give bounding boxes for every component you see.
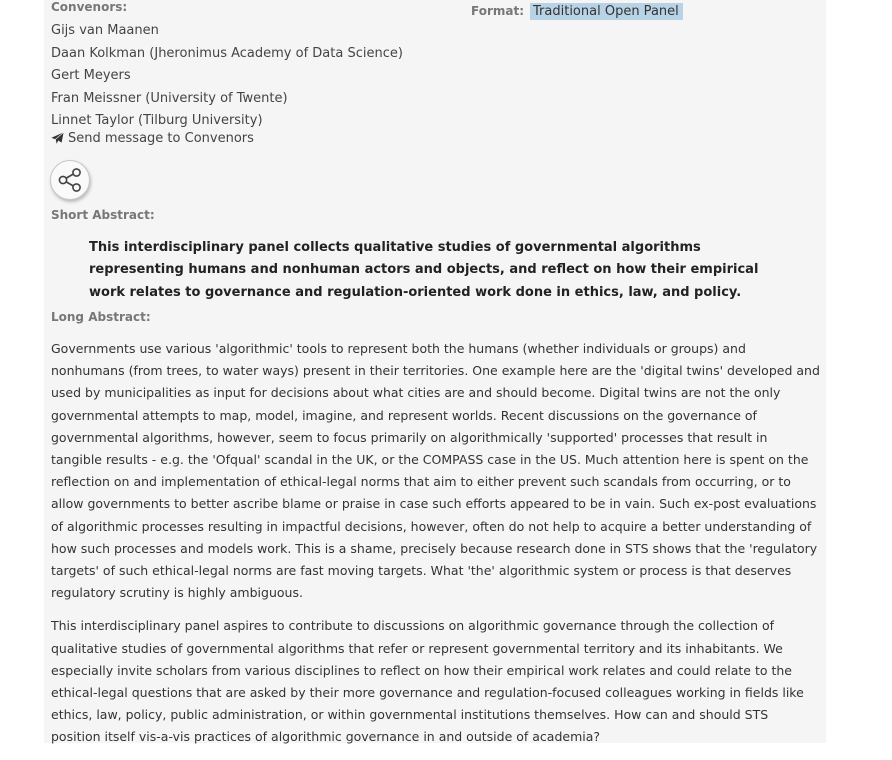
short-abstract-text: This interdisciplinary panel collects qualitative studies of governmental algorithms representing humans and nonhuman actors and objects, and reflect on how their empirical work relates to governance and regulation-oriented work done in ethics, law, and policy.	[89, 240, 759, 300]
convenor-list	[51, 20, 403, 133]
convenor-item: Daan Kolkman (Jheronimus Academy of Data Science)	[51, 45, 403, 61]
convenor-item: Fran Meissner (University of Twente)	[51, 90, 288, 106]
convenors-label: Convenors:	[51, 0, 128, 14]
short-abstract-label: Short Abstract:	[51, 208, 155, 222]
long-abstract-label: Long Abstract:	[51, 310, 151, 324]
format-value: Traditional Open Panel	[530, 3, 683, 20]
long-abstract-paragraph: This interdisciplinary panel aspires to contribute to discussions on algorithmic governance through the collection of qualitative studies of governmental algorithms that refer or represent governmental territory and its inhabitants. We especially invite scholars from various disciplines to reflect on how their empirical work relates and could relate to the ethical-legal questions that are asked by their more governance and regulation-focused colleagues working in fields like ethics, law, policy, public administration, or within governmental institutions themselves. How can and should STS position itself vis-a-vis practices of algorithmic governance in and outside of academia?	[51, 618, 804, 745]
paper-plane-icon	[51, 132, 64, 145]
long-abstract-text	[51, 338, 821, 760]
convenor-item: Gert Meyers	[51, 68, 131, 83]
send-message-link[interactable]	[51, 131, 254, 146]
send-message-label: Send message to Convenors	[68, 131, 254, 146]
panel-detail	[44, 0, 826, 743]
format-label: Format:	[471, 4, 525, 18]
share-icon	[56, 166, 84, 194]
convenor-item: Linnet Taylor (Tilburg University)	[51, 113, 263, 128]
share-button[interactable]	[50, 160, 90, 200]
long-abstract-paragraph: Governments use various 'algorithmic' tools to represent both the humans (whether individuals or groups) and nonhumans (from trees, to water ways) present in their territories. One example here are the 'digital twins' developed and used by municipalities as input for decisions about what cities are and should become. Digital twins are not the only governmental attempts to map, model, imagine, and represent worlds. Recent discussions on the governance of governmental algorithms, however, seem to focus primarily on algorithmically 'supported' processes that result in tangible results - e.g. the 'Ofqual' scandal in the UK, or the COMPASS case in the US. Much attention here is spent on the reflection on and implementation of ethical-legal norms that aim to either prevent such scandals from occurring, or to allow governments to better ascribe blame or praise in case such efforts appeared to be in vain. Such ex-post evaluations of algorithmic processes resulting in impactful decisions, however, often do not help to acquire a better understanding of how such processes and models work. This is a shame, precisely because research done in STS shows that the 'regulatory targets' of such ethical-legal norms are fast moving targets. What 'the' algorithmic system or process is that deserves regulatory scrutiny is highly ambiguous.	[51, 341, 820, 601]
convenor-item: Gijs van Maanen	[51, 23, 159, 38]
format-field	[471, 0, 683, 19]
